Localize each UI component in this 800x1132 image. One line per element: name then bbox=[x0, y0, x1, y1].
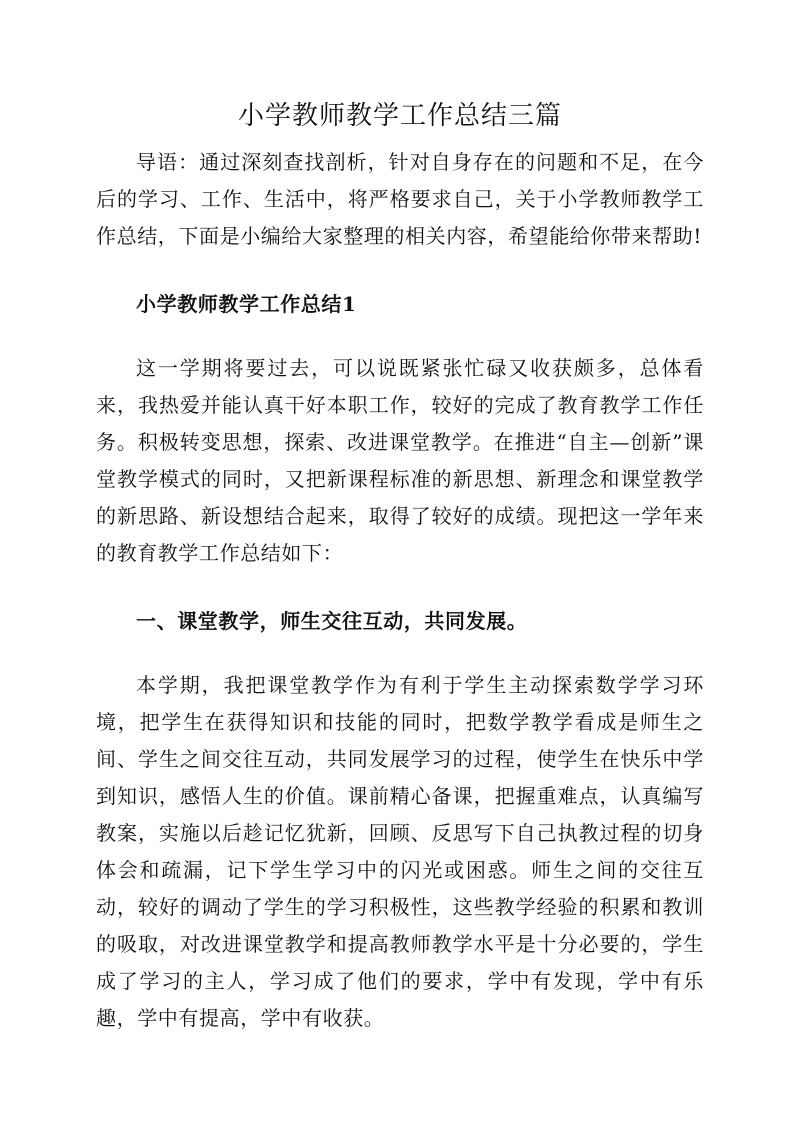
subtitle-1: 小学教师教学工作总结1 bbox=[136, 292, 357, 316]
paragraph-2: 本学期，我把课堂教学作为有利于学生主动探索数学学习环境，把学生在获得知识和技能的同时，把数学教学看成是师生之间、学生之间交往互动，共同发展学习的过程，使学生在快乐中学到知识，感悟人生的价值。课前精心备课，把握重难点，认真编写教案，实施以后趁记忆犹新，回顾、反思写下自己执教过程的切身体会和疏漏，记下学生学习中的闪光或困惑。师生之间的交往互动，较好的调动了学生的学习积极性，这些教学经验的积累和教训的吸取，对改进课堂教学和提高教师教学水平是十分必要的，学生成了学习的主人，学习成了他们的要求，学中有发现，学中有乐趣，学中有提高，学中有收获。 bbox=[96, 673, 704, 1030]
document-page bbox=[96, 96, 704, 1037]
document-title: 小学教师教学工作总结三篇 bbox=[237, 101, 562, 131]
paragraph-1: 这一学期将要过去，可以说既紧张忙碌又收获颇多，总体看来，我热爱并能认真干好本职工作，较好的完成了教育教学工作任务。积极转变思想，探索、改进课堂教学。在推进“自主—创新”课堂教学模式的同时，又把新课程标准的新思想、新理念和课堂教学的新思路、新设想结合起来，取得了较好的成绩。现把这一学年来的教育教学工作总结如下： bbox=[96, 356, 704, 565]
section-heading-1: 一、课堂教学，师生交往互动，共同发展。 bbox=[136, 609, 528, 633]
intro-paragraph: 导语：通过深刻查找剖析，针对自身存在的问题和不足，在今后的学习、工作、生活中，将严格要求自己，关于小学教师教学工作总结，下面是小编给大家整理的相关内容，希望能给你带来帮助! bbox=[96, 150, 704, 248]
